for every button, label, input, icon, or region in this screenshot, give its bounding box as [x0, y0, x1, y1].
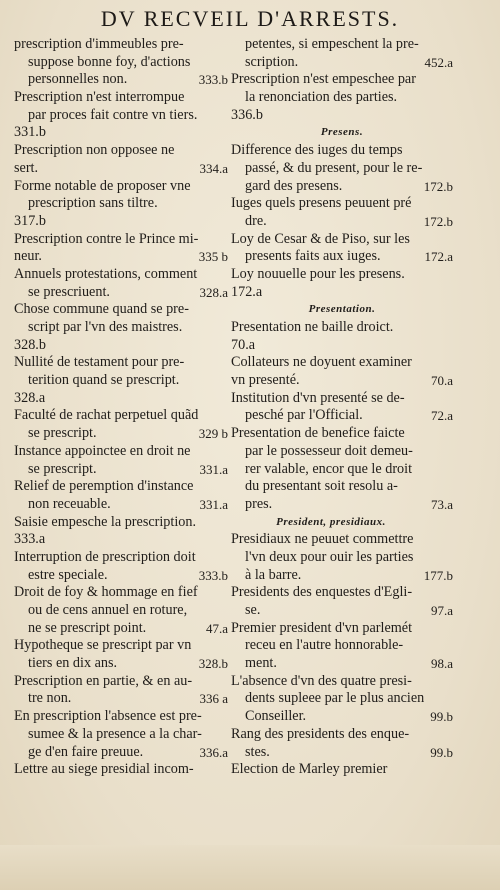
entry-text: Prescription n'est empeschee par	[231, 71, 416, 88]
entry-text: 328.a	[14, 389, 46, 406]
index-entry	[14, 142, 228, 160]
entry-text: tiers en dix ans.	[28, 655, 118, 672]
page-reference: 452.a	[424, 54, 453, 70]
entry-text: Collateurs ne doyuent examiner	[231, 354, 412, 371]
entry-text: vn presenté.	[231, 372, 300, 389]
entry-text: dre.	[245, 212, 267, 229]
section-heading	[231, 301, 453, 319]
index-entry	[231, 496, 453, 514]
entry-text: receu en l'autre honnorable-	[245, 637, 404, 654]
page-reference: 172.a	[424, 249, 453, 265]
page-reference: 72.a	[430, 408, 453, 424]
index-entry	[231, 461, 453, 479]
entry-text: par le possesseur doit demeu-	[245, 442, 413, 459]
index-entry	[14, 744, 228, 762]
bottom-margin	[0, 845, 500, 890]
entry-text: stes.	[245, 743, 270, 760]
index-entry	[14, 761, 228, 779]
entry-text: Hypotheque se prescript par vn	[14, 637, 192, 654]
page-reference: 47.a	[205, 620, 228, 636]
entry-text: Presentation de benefice faicte	[231, 425, 405, 442]
index-entry	[231, 602, 453, 620]
right-column	[231, 36, 453, 779]
index-entry	[14, 461, 228, 479]
index-entry	[14, 160, 228, 178]
index-entry	[231, 655, 453, 673]
page-reference: 177.b	[423, 567, 453, 583]
entry-text: President, presidiaux.	[276, 515, 386, 528]
index-entry	[231, 213, 453, 231]
index-entry	[14, 549, 228, 567]
entry-text: Chose commune quand se pre-	[14, 301, 189, 318]
page-reference: 333.b	[198, 567, 228, 583]
entry-text: pesché par l'Official.	[245, 407, 363, 424]
entry-text: terition quand se prescript.	[28, 372, 180, 389]
entry-text: se prescriuent.	[28, 283, 110, 300]
entry-text: scription.	[245, 53, 299, 70]
index-entry	[14, 531, 228, 549]
index-entry	[231, 637, 453, 655]
index-entry	[14, 602, 228, 620]
index-entry	[231, 690, 453, 708]
index-entry	[14, 478, 228, 496]
index-entry	[14, 231, 228, 249]
index-entry	[14, 284, 228, 302]
entry-text: ne se prescript point.	[28, 619, 147, 636]
entry-text: prescription sans tiltre.	[28, 195, 158, 212]
index-entry	[14, 584, 228, 602]
entry-text: 328.b	[14, 336, 46, 353]
index-entry	[231, 231, 453, 249]
index-entry	[231, 337, 453, 355]
entry-text: non receuable.	[28, 495, 111, 512]
index-entry	[231, 178, 453, 196]
entry-text: Annuels protestations, comment	[14, 265, 198, 282]
entry-text: Difference des iuges du temps	[231, 142, 403, 159]
entry-text: Loy nouuelle pour les presens.	[231, 265, 405, 282]
entry-text: se prescript.	[28, 460, 97, 477]
entry-text: Presidents des enquestes d'Egli-	[231, 584, 413, 601]
entry-text: 172.a	[231, 283, 263, 300]
entry-text: Election de Marley premier	[231, 761, 388, 778]
entry-text: script par l'vn des maistres.	[28, 319, 183, 335]
entry-text: à la barre.	[245, 566, 302, 583]
index-entry	[231, 549, 453, 567]
entry-text: 333.a	[14, 531, 46, 548]
entry-text: Presentation.	[308, 303, 376, 316]
entry-text: Faculté de rachat perpetuel quãd	[14, 407, 199, 424]
entry-text: Instance appoinctee en droit ne	[14, 442, 191, 459]
entry-text: L'absence d'vn des quatre presi-	[231, 672, 412, 689]
index-entry	[14, 673, 228, 691]
index-entry	[231, 354, 453, 372]
index-entry	[231, 443, 453, 461]
entry-text: Relief de peremption d'instance	[14, 478, 194, 495]
index-entry	[231, 319, 453, 337]
entry-text: Rang des presidents des enque-	[231, 725, 410, 742]
entry-text: Conseiller.	[245, 708, 307, 725]
entry-text: presents faits aux iuges.	[245, 248, 381, 265]
entry-text: Lettre au siege presidial incom-	[14, 761, 194, 778]
page-reference: 98.a	[430, 656, 453, 672]
index-entry	[14, 36, 228, 54]
entry-text: Droit de foy & hommage en fief	[14, 584, 198, 601]
index-entry	[231, 107, 453, 125]
entry-text: rer valable, encor que le droit	[245, 460, 413, 477]
page-reference: 329 b	[198, 426, 228, 442]
entry-text: En prescription l'absence est pre-	[14, 708, 202, 725]
index-entry	[14, 708, 228, 726]
index-entry	[231, 284, 453, 302]
entry-text: passé, & du present, pour le re-	[245, 159, 423, 176]
entry-text: prescription d'immeubles pre-	[14, 36, 184, 52]
index-entry	[14, 124, 228, 142]
section-heading	[231, 124, 453, 142]
page-reference: 336 a	[199, 691, 228, 707]
entry-text: du presentant soit resolu a-	[245, 478, 398, 495]
entry-text: l'vn deux pour ouir les parties	[245, 548, 414, 565]
page-reference: 335 b	[198, 249, 228, 265]
page-reference: 99.b	[430, 709, 453, 725]
index-entry	[231, 160, 453, 178]
entry-text: Nullité de testament pour pre-	[14, 354, 185, 371]
entry-text: Saisie empesche la prescription.	[14, 513, 197, 530]
index-entry	[231, 761, 453, 779]
index-entry	[231, 390, 453, 408]
entry-text: ment.	[245, 655, 277, 672]
index-entry	[231, 425, 453, 443]
index-entry	[14, 354, 228, 372]
page-reference: 97.a	[430, 603, 453, 618]
index-entry	[14, 637, 228, 655]
index-entry	[231, 584, 453, 602]
index-entry	[231, 478, 453, 496]
entry-text: suppose bonne foy, d'actions	[28, 53, 191, 70]
entry-text: Interruption de prescription doit	[14, 548, 196, 565]
page-reference: 336.a	[199, 744, 228, 760]
index-entry	[231, 89, 453, 107]
running-header: DV RECVEIL D'ARRESTS.	[100, 6, 400, 31]
index-entry	[231, 266, 453, 284]
index-entry	[14, 496, 228, 514]
entry-text: Loy de Cesar & de Piso, sur les	[231, 230, 410, 247]
page-reference: 73.a	[430, 496, 453, 512]
entry-text: neur.	[14, 248, 42, 265]
index-entry	[14, 726, 228, 744]
index-entry	[231, 372, 453, 390]
entry-text: sumee & la presence a la char-	[28, 725, 202, 742]
index-entry	[14, 425, 228, 443]
index-entry	[14, 337, 228, 355]
entry-text: Presentation ne baille droict.	[231, 319, 394, 335]
section-heading	[231, 514, 453, 532]
entry-text: la renonciation des parties.	[245, 89, 398, 106]
index-entry	[14, 213, 228, 231]
entry-text: Premier president d'vn parlemét	[231, 619, 413, 636]
entry-text: 336.b	[231, 106, 263, 123]
page-reference: 172.b	[423, 178, 453, 194]
index-entry	[14, 620, 228, 638]
index-entry	[14, 390, 228, 408]
entry-text: 70.a	[231, 336, 256, 353]
index-entry	[14, 655, 228, 673]
entry-text: Institution d'vn presenté se de-	[231, 389, 405, 406]
entry-text: tre non.	[28, 690, 72, 707]
index-entry	[231, 248, 453, 266]
entry-text: petentes, si empeschent la pre-	[245, 36, 419, 52]
entry-text: se prescript.	[28, 425, 97, 442]
page-reference: 99.b	[430, 744, 453, 760]
index-entry	[231, 54, 453, 72]
entry-text: 317.b	[14, 212, 46, 229]
index-entry	[14, 266, 228, 284]
page-reference: 334.a	[199, 160, 228, 176]
index-entry	[231, 36, 453, 54]
index-entry	[14, 319, 228, 337]
page-reference: 333.b	[198, 72, 228, 88]
index-entry	[231, 71, 453, 89]
index-entry	[14, 407, 228, 425]
entry-text: gard des presens.	[245, 177, 343, 194]
index-entry	[231, 726, 453, 744]
entry-text: Prescription non opposee ne	[14, 142, 175, 159]
entry-text: Prescription contre le Prince mi-	[14, 230, 199, 247]
index-entry	[231, 620, 453, 638]
entry-text: se.	[245, 602, 261, 618]
entry-text: pres.	[245, 495, 273, 512]
entry-text: dents supleee par le plus ancien	[245, 690, 425, 707]
index-entry	[14, 248, 228, 266]
page-reference: 70.a	[430, 373, 453, 389]
index-entry	[14, 301, 228, 319]
entry-text: Prescription n'est interrompue	[14, 89, 185, 106]
index-entry	[14, 690, 228, 708]
index-entry	[231, 531, 453, 549]
index-entry	[14, 178, 228, 196]
page-reference: 172.b	[423, 213, 453, 229]
index-entry	[14, 514, 228, 532]
page-reference: 328.a	[199, 284, 228, 300]
index-entry	[14, 372, 228, 390]
index-entry	[231, 673, 453, 691]
page-reference: 331.a	[199, 496, 228, 512]
page-reference: 331.a	[199, 461, 228, 477]
index-entry	[14, 567, 228, 585]
index-entry	[14, 443, 228, 461]
index-entry	[231, 744, 453, 762]
left-column	[14, 36, 228, 779]
index-entry	[231, 407, 453, 425]
index-entry	[14, 107, 228, 125]
entry-text: ge d'en faire preuue.	[28, 743, 144, 760]
entry-text: sert.	[14, 159, 39, 176]
index-entry	[14, 195, 228, 213]
index-entry	[14, 89, 228, 107]
index-entry	[231, 142, 453, 160]
entry-text: par proces fait contre vn tiers.	[28, 106, 198, 123]
entry-text: Presidiaux ne peuuet commettre	[231, 531, 414, 548]
entry-text: Presens.	[320, 126, 364, 139]
entry-text: Forme notable de proposer vne	[14, 177, 191, 194]
index-entry	[14, 71, 228, 89]
index-entry	[231, 708, 453, 726]
entry-text: ou de cens annuel en roture,	[28, 602, 188, 618]
entry-text: estre speciale.	[28, 566, 108, 583]
entry-text: Iuges quels presens peuuent pré	[231, 195, 412, 212]
index-entry	[231, 195, 453, 213]
index-entry	[14, 54, 228, 72]
entry-text: 331.b	[14, 124, 46, 141]
entry-text: personnelles non.	[28, 71, 128, 88]
entry-text: Prescription en partie, & en au-	[14, 672, 193, 689]
page-reference: 328.b	[198, 656, 228, 672]
index-entry	[231, 567, 453, 585]
